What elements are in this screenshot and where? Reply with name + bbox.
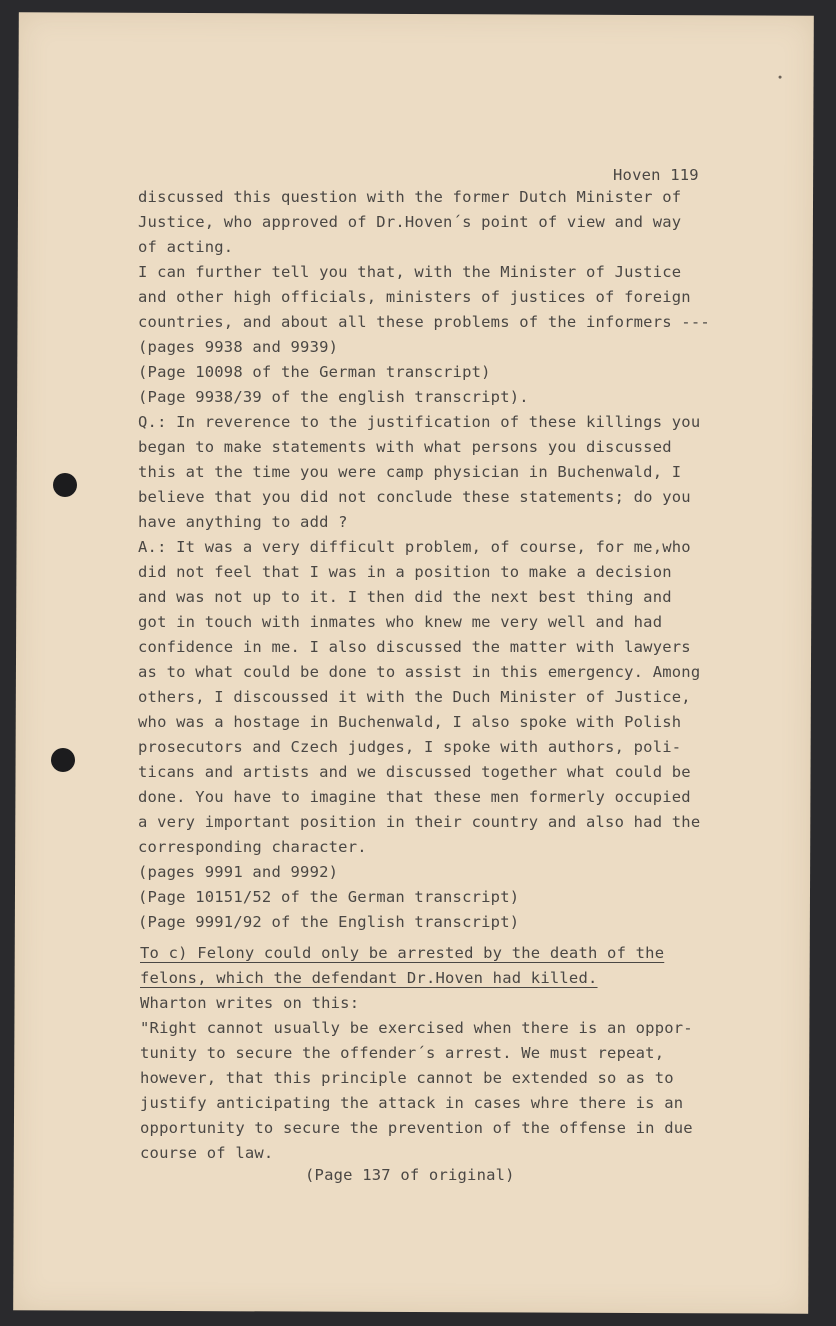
text-line: justify anticipating the attack in cases whre there is an bbox=[140, 1094, 684, 1112]
text-line: prosecutors and Czech judges, I spoke with authors, poli- bbox=[138, 738, 682, 756]
text-line: (Page 9991/92 of the English transcript) bbox=[138, 913, 520, 931]
text-line: discussed this question with the former Dutch Minister of bbox=[138, 188, 682, 206]
ink-speck bbox=[779, 76, 782, 79]
text-line: of acting. bbox=[138, 238, 234, 256]
text-line: To c) Felony could only be arrested by the death of the bbox=[140, 944, 665, 962]
text-line: corresponding character. bbox=[138, 838, 367, 856]
text-line: did not feel that I was in a position to make a decision bbox=[138, 563, 672, 581]
text-line: A.: It was a very difficult problem, of course, for me,who bbox=[138, 538, 691, 556]
text-line: who was a hostage in Buchenwald, I also spoke with Polish bbox=[138, 713, 682, 731]
text-line: (Page 10098 of the German transcript) bbox=[138, 363, 491, 381]
page-header: Hoven 119 bbox=[613, 166, 699, 184]
text-line: and other high officials, ministers of justices of foreign bbox=[138, 288, 691, 306]
text-line: believe that you did not conclude these statements; do you bbox=[138, 488, 691, 506]
text-line: (pages 9991 and 9992) bbox=[138, 863, 339, 881]
text-line: confidence in me. I also discussed the matter with lawyers bbox=[138, 638, 691, 656]
text-line: have anything to add ? bbox=[138, 513, 348, 531]
text-line: this at the time you were camp physician in Buchenwald, I bbox=[138, 463, 682, 481]
quotation-text bbox=[140, 991, 693, 1166]
text-line: as to what could be done to assist in this emergency. Among bbox=[138, 663, 701, 681]
text-line: (pages 9938 and 9939) bbox=[138, 338, 339, 356]
text-line: and was not up to it. I then did the next best thing and bbox=[138, 588, 672, 606]
text-line: others, I discoussed it with the Duch Minister of Justice, bbox=[138, 688, 691, 706]
text-line: opportunity to secure the prevention of the offense in due bbox=[140, 1119, 693, 1137]
text-line: tunity to secure the offender´s arrest. We must repeat, bbox=[140, 1044, 665, 1062]
text-line: done. You have to imagine that these men formerly occupied bbox=[138, 788, 691, 806]
text-line: ticans and artists and we discussed together what could be bbox=[138, 763, 691, 781]
text-line: (Page 9938/39 of the english transcript). bbox=[138, 388, 529, 406]
punch-hole-upper bbox=[53, 473, 77, 497]
footer-page-reference: (Page 137 of original) bbox=[305, 1166, 515, 1184]
text-line: began to make statements with what persons you discussed bbox=[138, 438, 672, 456]
body-text bbox=[138, 185, 710, 935]
text-line: "Right cannot usually be exercised when there is an oppor- bbox=[140, 1019, 693, 1037]
underlined-heading bbox=[140, 941, 664, 991]
text-line: however, that this principle cannot be extended so as to bbox=[140, 1069, 674, 1087]
text-line: I can further tell you that, with the Minister of Justice bbox=[138, 263, 682, 281]
text-line: (Page 10151/52 of the German transcript) bbox=[138, 888, 520, 906]
text-line: Wharton writes on this: bbox=[140, 994, 360, 1012]
text-line: countries, and about all these problems of the informers --- bbox=[138, 313, 710, 331]
text-line: felons, which the defendant Dr.Hoven had killed. bbox=[140, 969, 598, 987]
text-line: course of law. bbox=[140, 1144, 274, 1162]
text-line: a very important position in their country and also had the bbox=[138, 813, 701, 831]
text-line: got in touch with inmates who knew me very well and had bbox=[138, 613, 663, 631]
text-line: Q.: In reverence to the justification of these killings you bbox=[138, 413, 701, 431]
punch-hole-lower bbox=[51, 748, 75, 772]
text-line: Justice, who approved of Dr.Hoven´s point of view and way bbox=[138, 213, 682, 231]
